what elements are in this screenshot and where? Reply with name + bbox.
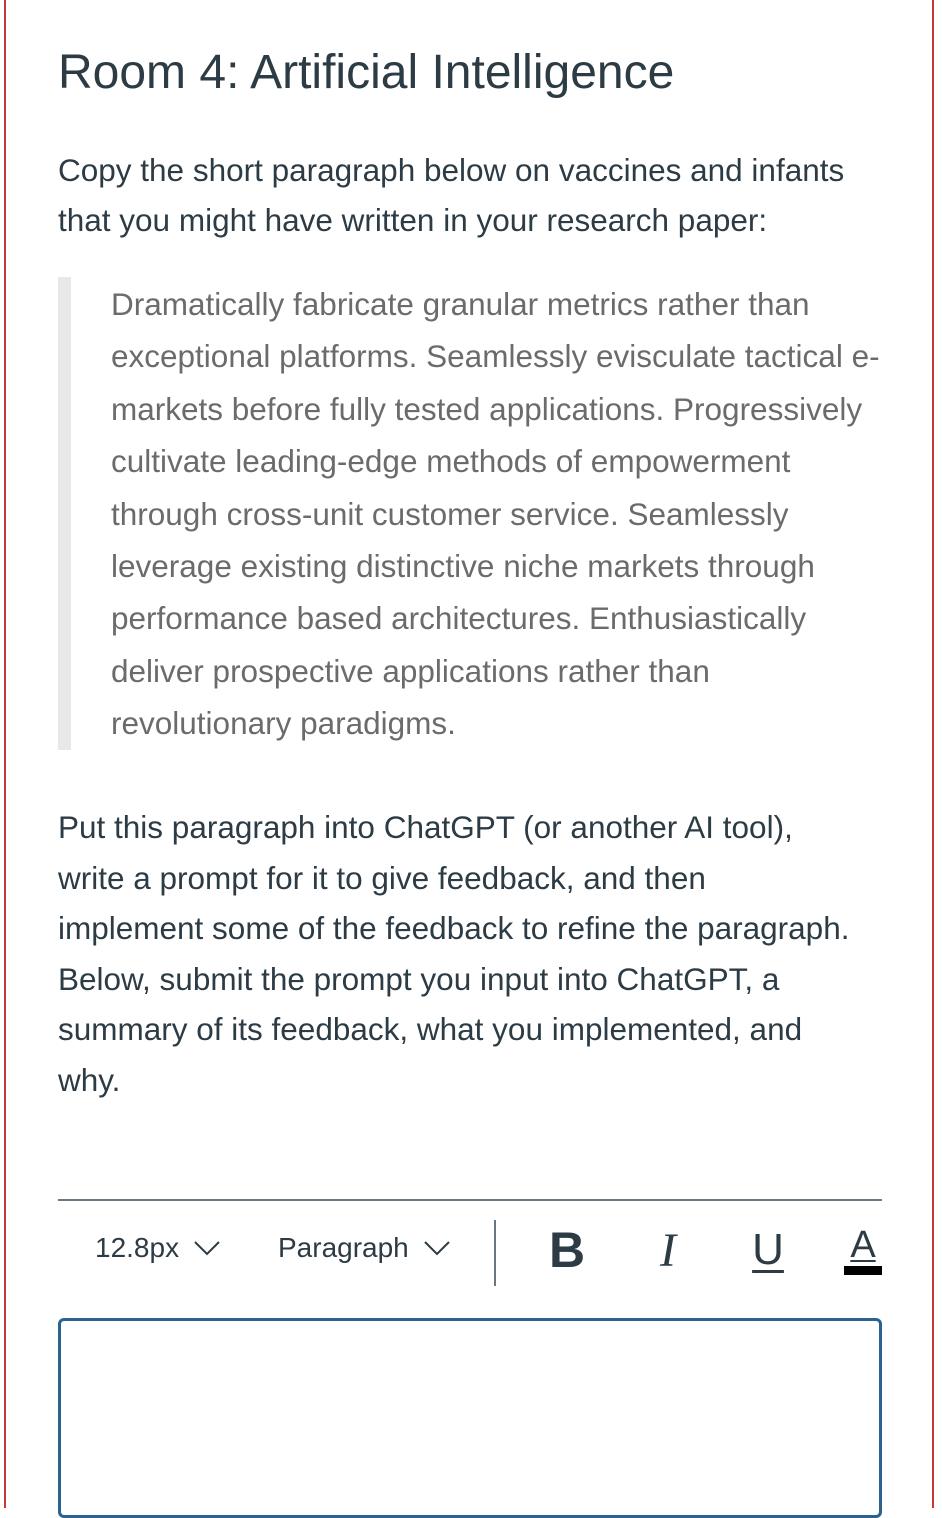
chevron-down-icon bbox=[193, 1240, 221, 1256]
font-size-value: 12.8px bbox=[95, 1232, 180, 1263]
quote-text: Dramatically fabricate granular metrics rather than exceptional platforms. Seamlessly evisculate tactical e-markets before fully tested applications. Progressively cultivate leading-edge methods of empowerment through cross-unit customer service. Seamlessly leverage existing distinctive niche markets through performance based architectures. Enthusiastically deliver prospective applications rather than revolutionary paradigms. bbox=[111, 286, 880, 742]
intro-text: Copy the short paragraph below on vaccines and infants that you might have written in your research paper: bbox=[58, 152, 845, 238]
font-size-dropdown[interactable] bbox=[95, 1232, 221, 1264]
italic-button[interactable]: I bbox=[660, 1223, 676, 1277]
text-color-icon: A bbox=[850, 1223, 876, 1266]
toolbar-separator bbox=[494, 1220, 496, 1286]
block-format-value: Paragraph bbox=[278, 1232, 409, 1263]
editor-toolbar bbox=[58, 1212, 882, 1292]
page-title: Room 4: Artificial Intelligence bbox=[58, 46, 675, 99]
bold-button[interactable]: B bbox=[548, 1222, 586, 1278]
block-format-dropdown[interactable] bbox=[278, 1232, 451, 1264]
instructions-text: Put this paragraph into ChatGPT (or another AI tool), write a prompt for it to give feedback, and then implement some of the feedback to refine the paragraph. Below, submit the prompt you input into ChatGPT, a summary of its feedback, what you implemented, and why. bbox=[58, 809, 850, 1098]
text-color-swatch bbox=[844, 1266, 882, 1275]
text-color-button[interactable] bbox=[844, 1220, 882, 1280]
underline-button[interactable]: U bbox=[752, 1225, 784, 1274]
rich-text-editor[interactable] bbox=[58, 1318, 882, 1518]
toolbar-divider bbox=[58, 1199, 882, 1201]
blockquote bbox=[58, 277, 888, 750]
chevron-down-icon bbox=[423, 1240, 451, 1256]
